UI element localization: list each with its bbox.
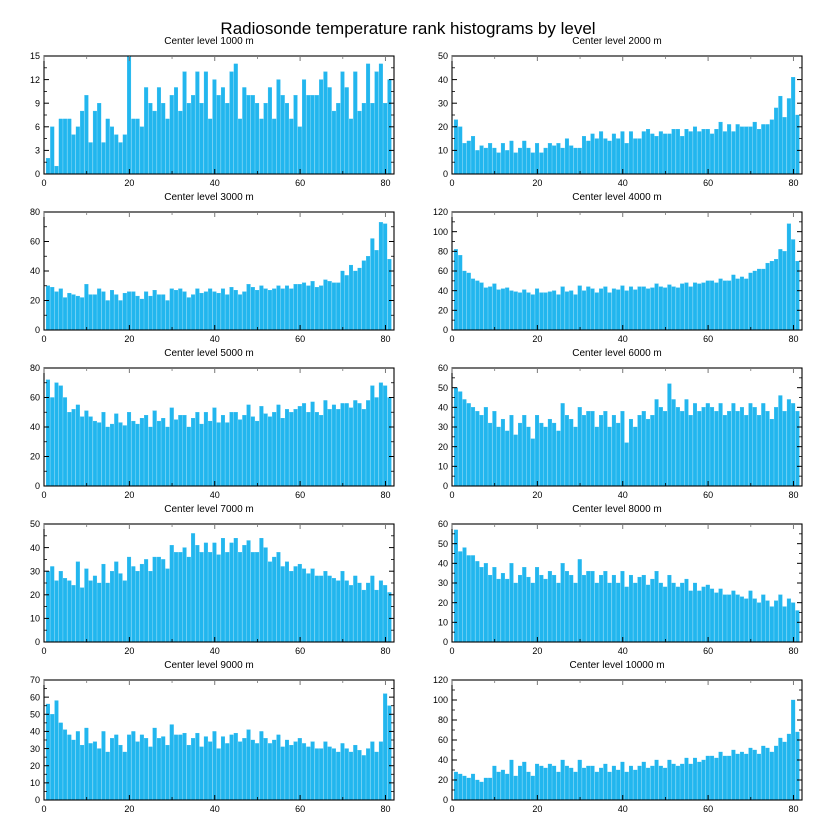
svg-text:60: 60 bbox=[703, 646, 714, 656]
plot-area bbox=[418, 518, 816, 662]
svg-text:70: 70 bbox=[29, 675, 40, 686]
svg-text:0: 0 bbox=[34, 637, 40, 648]
plot-area bbox=[418, 674, 816, 820]
svg-text:60: 60 bbox=[703, 334, 714, 344]
svg-text:0: 0 bbox=[442, 481, 448, 492]
plot-area bbox=[10, 206, 408, 350]
svg-text:40: 40 bbox=[617, 334, 628, 344]
svg-text:60: 60 bbox=[295, 804, 306, 814]
svg-text:40: 40 bbox=[209, 178, 220, 188]
svg-text:0: 0 bbox=[34, 169, 40, 180]
chart-title: Center level 6000 m bbox=[572, 348, 662, 359]
svg-text:0: 0 bbox=[41, 334, 47, 344]
svg-text:20: 20 bbox=[437, 775, 448, 786]
svg-text:20: 20 bbox=[437, 122, 448, 132]
svg-text:10: 10 bbox=[29, 778, 40, 789]
chart-title: Center level 4000 m bbox=[572, 192, 662, 203]
svg-text:40: 40 bbox=[29, 726, 40, 737]
plot-svg bbox=[418, 206, 816, 350]
chart-panel-0 bbox=[10, 36, 408, 194]
svg-text:50: 50 bbox=[29, 709, 40, 720]
svg-text:40: 40 bbox=[437, 558, 448, 569]
chart-title: Center level 5000 m bbox=[164, 348, 254, 359]
svg-text:80: 80 bbox=[380, 178, 391, 188]
svg-text:40: 40 bbox=[209, 646, 220, 656]
svg-text:0: 0 bbox=[34, 481, 40, 492]
plot-svg bbox=[10, 206, 408, 350]
svg-text:100: 100 bbox=[432, 226, 448, 237]
svg-text:20: 20 bbox=[124, 334, 135, 344]
chart-panel-3 bbox=[418, 192, 816, 350]
svg-text:20: 20 bbox=[29, 451, 40, 462]
svg-text:0: 0 bbox=[442, 325, 448, 336]
plot-svg bbox=[10, 674, 408, 820]
svg-text:60: 60 bbox=[703, 490, 714, 500]
svg-text:0: 0 bbox=[34, 325, 40, 336]
svg-text:80: 80 bbox=[788, 178, 799, 188]
plot-area bbox=[418, 206, 816, 350]
svg-text:10: 10 bbox=[437, 461, 448, 472]
svg-text:80: 80 bbox=[380, 334, 391, 344]
svg-text:0: 0 bbox=[41, 804, 47, 814]
svg-text:80: 80 bbox=[788, 646, 799, 656]
svg-text:9: 9 bbox=[34, 98, 40, 109]
chart-panel-7 bbox=[418, 504, 816, 662]
chart-panel-6 bbox=[10, 504, 408, 662]
svg-text:60: 60 bbox=[703, 178, 714, 188]
svg-text:40: 40 bbox=[29, 542, 40, 553]
plot-svg bbox=[10, 362, 408, 506]
svg-text:40: 40 bbox=[437, 285, 448, 296]
svg-text:20: 20 bbox=[532, 178, 543, 188]
svg-text:60: 60 bbox=[295, 334, 306, 344]
svg-text:30: 30 bbox=[437, 578, 448, 589]
svg-text:40: 40 bbox=[617, 804, 628, 814]
svg-text:20: 20 bbox=[29, 760, 40, 771]
svg-text:100: 100 bbox=[432, 695, 448, 706]
svg-text:20: 20 bbox=[29, 295, 40, 306]
plot-svg bbox=[418, 674, 816, 820]
svg-text:60: 60 bbox=[295, 646, 306, 656]
svg-text:40: 40 bbox=[209, 804, 220, 814]
svg-text:80: 80 bbox=[29, 363, 40, 374]
svg-text:80: 80 bbox=[437, 246, 448, 257]
chart-panel-8 bbox=[10, 660, 408, 820]
svg-text:20: 20 bbox=[437, 305, 448, 316]
svg-text:80: 80 bbox=[380, 804, 391, 814]
chart-panel-4 bbox=[10, 348, 408, 506]
svg-text:0: 0 bbox=[442, 637, 448, 648]
svg-text:20: 20 bbox=[29, 590, 40, 600]
svg-text:60: 60 bbox=[29, 692, 40, 703]
svg-text:3: 3 bbox=[34, 145, 40, 156]
svg-text:80: 80 bbox=[29, 207, 40, 218]
svg-text:60: 60 bbox=[703, 804, 714, 814]
chart-title: Center level 3000 m bbox=[164, 192, 254, 203]
chart-panel-5 bbox=[418, 348, 816, 506]
svg-text:20: 20 bbox=[124, 804, 135, 814]
svg-text:30: 30 bbox=[29, 743, 40, 754]
svg-text:80: 80 bbox=[788, 490, 799, 500]
svg-text:60: 60 bbox=[295, 490, 306, 500]
svg-text:80: 80 bbox=[380, 646, 391, 656]
svg-text:0: 0 bbox=[41, 646, 47, 656]
plot-area bbox=[10, 674, 408, 820]
svg-text:20: 20 bbox=[532, 646, 543, 656]
svg-text:60: 60 bbox=[29, 236, 40, 247]
plot-area bbox=[418, 362, 816, 506]
svg-text:0: 0 bbox=[449, 804, 455, 814]
plot-area bbox=[418, 50, 816, 194]
svg-text:40: 40 bbox=[617, 490, 628, 500]
svg-text:20: 20 bbox=[124, 646, 135, 656]
svg-text:30: 30 bbox=[437, 98, 448, 109]
svg-text:60: 60 bbox=[295, 178, 306, 188]
chart-title: Center level 1000 m bbox=[164, 36, 254, 47]
svg-text:10: 10 bbox=[437, 145, 448, 156]
svg-text:40: 40 bbox=[437, 755, 448, 766]
chart-panel-1 bbox=[418, 36, 816, 194]
svg-text:30: 30 bbox=[437, 422, 448, 433]
plot-svg bbox=[10, 518, 408, 662]
plot-svg bbox=[418, 362, 816, 506]
svg-text:6: 6 bbox=[34, 122, 40, 132]
chart-title: Center level 8000 m bbox=[572, 504, 662, 515]
plot-svg bbox=[418, 518, 816, 662]
chart-grid bbox=[0, 36, 816, 824]
svg-text:0: 0 bbox=[442, 169, 448, 180]
plot-svg bbox=[10, 50, 408, 194]
page-title: Radiosonde temperature rank histograms by level bbox=[220, 19, 596, 39]
svg-text:40: 40 bbox=[617, 178, 628, 188]
svg-text:0: 0 bbox=[449, 334, 455, 344]
svg-text:20: 20 bbox=[437, 441, 448, 452]
svg-text:50: 50 bbox=[437, 382, 448, 393]
chart-panel-9 bbox=[418, 660, 816, 820]
svg-text:10: 10 bbox=[29, 613, 40, 624]
svg-text:20: 20 bbox=[532, 804, 543, 814]
svg-text:60: 60 bbox=[437, 363, 448, 374]
svg-text:60: 60 bbox=[29, 392, 40, 403]
svg-text:40: 40 bbox=[209, 334, 220, 344]
svg-text:40: 40 bbox=[29, 266, 40, 277]
svg-text:60: 60 bbox=[437, 735, 448, 746]
svg-text:120: 120 bbox=[432, 675, 448, 686]
svg-text:40: 40 bbox=[437, 402, 448, 413]
svg-text:40: 40 bbox=[209, 490, 220, 500]
svg-text:40: 40 bbox=[437, 74, 448, 85]
svg-text:120: 120 bbox=[432, 207, 448, 218]
chart-title: Center level 10000 m bbox=[569, 660, 665, 671]
chart-title: Center level 7000 m bbox=[164, 504, 254, 515]
svg-text:0: 0 bbox=[449, 490, 455, 500]
svg-text:10: 10 bbox=[437, 617, 448, 628]
svg-text:60: 60 bbox=[437, 519, 448, 530]
chart-panel-2 bbox=[10, 192, 408, 350]
svg-text:50: 50 bbox=[29, 519, 40, 530]
svg-text:50: 50 bbox=[437, 51, 448, 62]
svg-text:40: 40 bbox=[29, 422, 40, 433]
svg-text:30: 30 bbox=[29, 566, 40, 577]
svg-text:0: 0 bbox=[449, 646, 455, 656]
svg-text:80: 80 bbox=[380, 490, 391, 500]
svg-text:0: 0 bbox=[449, 178, 455, 188]
svg-text:50: 50 bbox=[437, 538, 448, 549]
plot-area bbox=[10, 50, 408, 194]
svg-text:0: 0 bbox=[41, 178, 47, 188]
svg-text:0: 0 bbox=[41, 490, 47, 500]
svg-text:20: 20 bbox=[437, 597, 448, 608]
svg-text:12: 12 bbox=[29, 74, 40, 85]
svg-text:20: 20 bbox=[532, 490, 543, 500]
svg-text:0: 0 bbox=[442, 795, 448, 806]
svg-text:80: 80 bbox=[437, 715, 448, 726]
svg-text:80: 80 bbox=[788, 334, 799, 344]
svg-text:20: 20 bbox=[124, 490, 135, 500]
svg-text:80: 80 bbox=[788, 804, 799, 814]
plot-area bbox=[10, 362, 408, 506]
plot-svg bbox=[418, 50, 816, 194]
svg-text:60: 60 bbox=[437, 266, 448, 277]
svg-text:40: 40 bbox=[617, 646, 628, 656]
svg-text:15: 15 bbox=[29, 51, 40, 62]
chart-title: Center level 2000 m bbox=[572, 36, 662, 47]
plot-area bbox=[10, 518, 408, 662]
svg-text:0: 0 bbox=[34, 795, 40, 806]
svg-text:20: 20 bbox=[124, 178, 135, 188]
svg-text:20: 20 bbox=[532, 334, 543, 344]
chart-title: Center level 9000 m bbox=[164, 660, 254, 671]
